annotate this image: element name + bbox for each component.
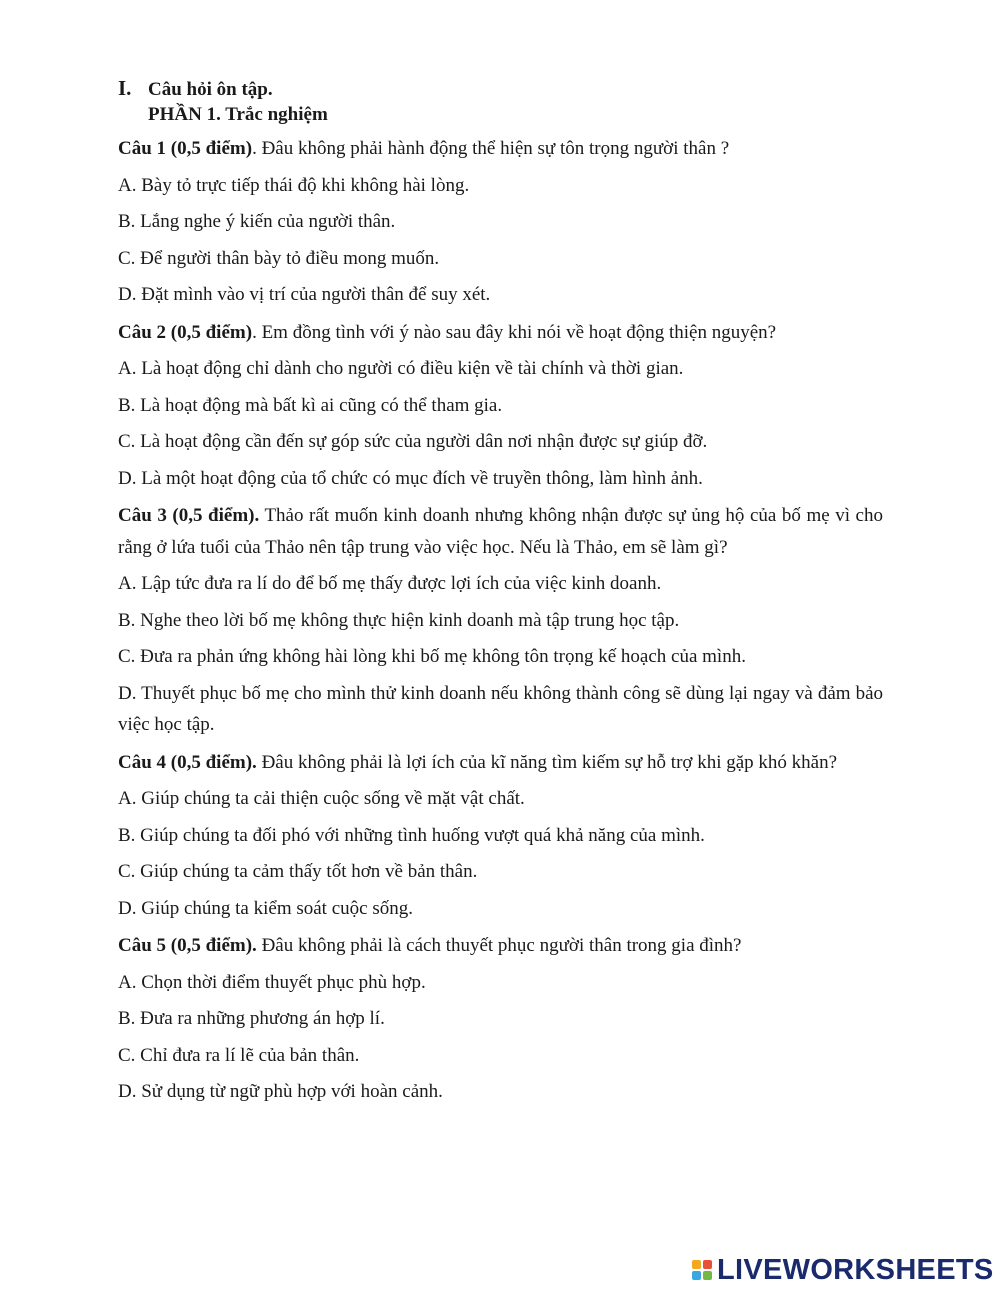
- liveworksheets-logo: [692, 1253, 994, 1287]
- logo-square: [692, 1260, 701, 1269]
- answer-option: A. Bày tỏ trực tiếp thái độ khi không hài lòng.: [118, 174, 470, 196]
- answer-option: A. Giúp chúng ta cải thiện cuộc sống về mặt vật chất.: [118, 788, 525, 809]
- question-label: Câu 5 (0,5 điểm).: [118, 935, 257, 956]
- question-5: [118, 930, 883, 962]
- answer-option: D. Giúp chúng ta kiểm soát cuộc sống.: [118, 897, 413, 919]
- section-heading: [118, 76, 883, 127]
- question-label: Câu 2 (0,5 điểm): [118, 321, 253, 343]
- answer-option: B. Giúp chúng ta đối phó với những tình huống vượt quá khả năng của mình.: [118, 824, 705, 846]
- answer-option: A. Lập tức đưa ra lí do để bố mẹ thấy được lợi ích của việc kinh doanh.: [118, 573, 662, 594]
- answer-option: D. Là một hoạt động của tổ chức có mục đích về truyền thông, làm hình ảnh.: [118, 467, 703, 489]
- liveworksheets-logo-icon: [692, 1260, 712, 1280]
- question-4: [118, 747, 883, 779]
- answer-option: B. Đưa ra những phương án hợp lí.: [118, 1008, 385, 1029]
- question-text: Đâu không phải là lợi ích của kĩ năng tìm kiếm sự hỗ trợ khi gặp khó khăn?: [256, 751, 838, 773]
- answer-option: C. Đưa ra phản ứng không hài lòng khi bố mẹ không tôn trọng kế hoạch của mình.: [118, 646, 746, 667]
- logo-square: [692, 1271, 701, 1280]
- answer-option: D. Thuyết phục bố mẹ cho mình thử kinh doanh nếu không thành công sẽ dùng lại ngay và đảm bảo việc học tập.: [118, 682, 883, 735]
- question-text: . Em đồng tình với ý nào sau đây khi nói về hoạt động thiện nguyện?: [252, 321, 777, 343]
- question-text: . Đâu không phải hành động thể hiện sự tôn trọng người thân ?: [252, 138, 730, 159]
- question-label: Câu 4 (0,5 điểm).: [118, 751, 257, 773]
- section-numeral: I.: [118, 76, 132, 100]
- answer-option: A. Chọn thời điểm thuyết phục phù hợp.: [118, 971, 426, 993]
- answer-option: B. Nghe theo lời bố mẹ không thực hiện kinh doanh mà tập trung học tập.: [118, 609, 680, 631]
- question-label: Câu 1 (0,5 điểm): [118, 138, 253, 159]
- question-list: [118, 133, 883, 1108]
- answer-option: A. Là hoạt động chỉ dành cho người có điều kiện về tài chính và thời gian.: [118, 358, 684, 379]
- answer-option: C. Để người thân bày tỏ điều mong muốn.: [118, 247, 440, 269]
- answer-option: C. Chỉ đưa ra lí lẽ của bản thân.: [118, 1044, 360, 1066]
- answer-option: B. Là hoạt động mà bất kì ai cũng có thể tham gia.: [118, 394, 503, 416]
- logo-text: LIVEWORKSHEETS: [717, 1253, 994, 1286]
- question-2: [118, 317, 883, 349]
- answer-option: C. Là hoạt động cần đến sự góp sức của người dân nơi nhận được sự giúp đỡ.: [118, 431, 708, 452]
- question-3: [118, 500, 883, 563]
- question-label: Câu 3 (0,5 điểm).: [118, 505, 260, 526]
- logo-square: [703, 1271, 712, 1280]
- question-1: [118, 133, 883, 165]
- answer-option: B. Lắng nghe ý kiến của người thân.: [118, 211, 396, 232]
- question-text: Thảo rất muốn kinh doanh nhưng không nhận được sự ủng hộ của bố mẹ vì cho rằng ở lứa tuổi của Thảo nên tập trung vào việc học. Nếu là Thảo, em sẽ làm gì?: [118, 505, 883, 558]
- answer-option: C. Giúp chúng ta cảm thấy tốt hơn về bản thân.: [118, 861, 478, 882]
- part-title: PHẦN 1. Trắc nghiệm: [148, 104, 328, 125]
- worksheet-page: [118, 76, 883, 1108]
- section-title: Câu hỏi ôn tập.: [148, 79, 273, 100]
- question-text: Đâu không phải là cách thuyết phục người thân trong gia đình?: [256, 935, 742, 956]
- answer-option: D. Đặt mình vào vị trí của người thân để suy xét.: [118, 284, 491, 305]
- logo-square: [703, 1260, 712, 1269]
- answer-option: D. Sử dụng từ ngữ phù hợp với hoàn cảnh.: [118, 1081, 443, 1102]
